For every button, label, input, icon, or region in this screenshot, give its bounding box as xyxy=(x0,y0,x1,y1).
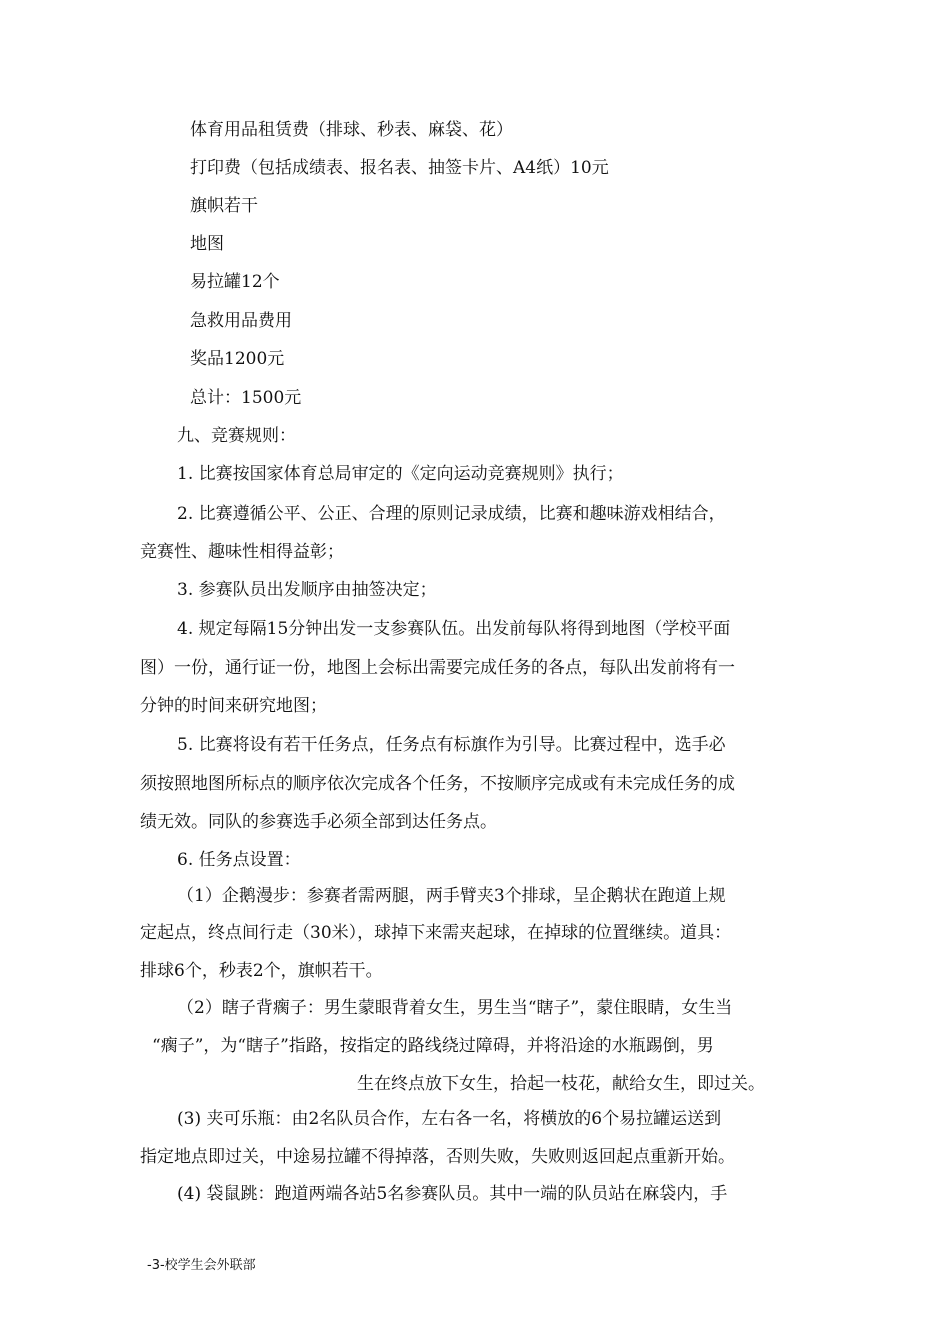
text-line: (4) 袋鼠跳：跑道两端各站5名参赛队员。其中一端的队员站在麻袋内，手 xyxy=(177,1184,728,1204)
text-line: 易拉罐12个 xyxy=(190,272,280,292)
text-line: 竞赛性、趣味性相得益彰； xyxy=(140,542,344,562)
text-line: 6. 任务点设置： xyxy=(177,850,301,870)
text-line: 体育用品租赁费（排球、秒表、麻袋、花） xyxy=(190,120,513,140)
text-line: 总计：1500元 xyxy=(190,388,302,408)
text-line: 1. 比赛按国家体育总局审定的《定向运动竞赛规则》执行； xyxy=(177,464,624,484)
text-line: 5. 比赛将设有若干任务点，任务点有标旗作为引导。比赛过程中，选手必 xyxy=(177,735,726,755)
text-line: (3) 夹可乐瓶：由2名队员合作，左右各一名，将横放的6个易拉罐运送到 xyxy=(177,1109,722,1129)
text-line: 急救用品费用 xyxy=(190,311,292,331)
text-line: 打印费（包括成绩表、报名表、抽签卡片、A4纸）10元 xyxy=(190,158,609,178)
text-line: 4. 规定每隔15分钟出发一支参赛队伍。出发前每队将得到地图（学校平面 xyxy=(177,619,731,639)
text-line: 定起点，终点间行走（30米），球掉下来需夹起球，在掉球的位置继续。道具： xyxy=(140,923,732,943)
text-line: “瘸子”，为“瞎子”指路，按指定的路线绕过障碍，并将沿途的水瓶踢倒，男 xyxy=(152,1036,714,1056)
text-line: （1）企鹅漫步：参赛者需两腿，两手臂夹3个排球，呈企鹅状在跑道上规 xyxy=(177,886,726,906)
text-line: 分钟的时间来研究地图； xyxy=(140,696,327,716)
section-heading: 九、竞赛规则： xyxy=(177,426,296,446)
text-line: 3. 参赛队员出发顺序由抽签决定； xyxy=(177,580,437,600)
text-line: 绩无效。同队的参赛选手必须全部到达任务点。 xyxy=(140,812,497,832)
text-line: 生在终点放下女生，拾起一枝花，献给女生，即过关。 xyxy=(357,1074,765,1094)
text-line: 2. 比赛遵循公平、公正、合理的原则记录成绩，比赛和趣味游戏相结合， xyxy=(177,504,726,524)
text-line: 图）一份，通行证一份，地图上会标出需要完成任务的各点，每队出发前将有一 xyxy=(140,658,735,678)
text-line: 指定地点即过关，中途易拉罐不得掉落，否则失败，失败则返回起点重新开始。 xyxy=(140,1147,735,1167)
page-footer: -3-校学生会外联部 xyxy=(147,1258,256,1273)
text-line: （2）瞎子背瘸子：男生蒙眼背着女生，男生当“瞎子”，蒙住眼睛，女生当 xyxy=(177,998,733,1018)
text-line: 地图 xyxy=(190,234,224,254)
text-line: 须按照地图所标点的顺序依次完成各个任务，不按顺序完成或有未完成任务的成 xyxy=(140,774,735,794)
text-line: 旗帜若干 xyxy=(190,196,258,216)
text-line: 排球6个，秒表2个，旗帜若干。 xyxy=(140,961,383,981)
text-line: 奖品1200元 xyxy=(190,349,285,369)
